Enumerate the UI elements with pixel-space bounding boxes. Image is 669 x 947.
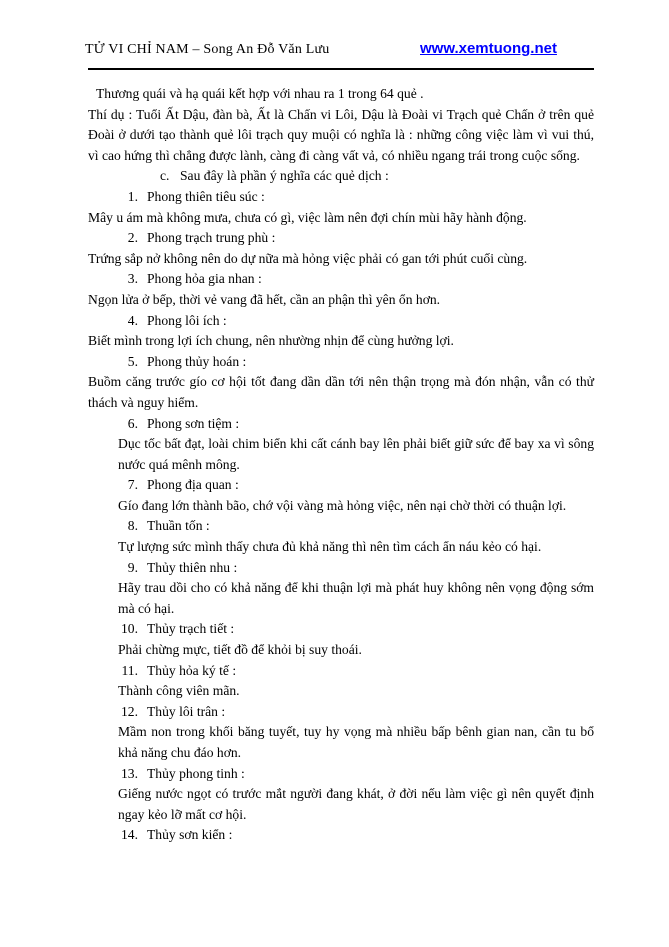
item-description: Giếng nước ngọt có trước mắt người đang khát, ở đời nếu làm việc gì nên quyết định ngay kẻo lỡ mất cơ hội. — [118, 786, 594, 822]
item-number: 3. — [127, 271, 138, 287]
section-heading — [88, 166, 594, 187]
item-title: Thủy lôi trân : — [147, 703, 226, 719]
item-description: Phải chừng mực, tiết đồ để khỏi bị suy thoái. — [118, 642, 362, 658]
list-item — [88, 619, 594, 660]
item-number: 6. — [127, 415, 138, 431]
item-description: Mầm non trong khối băng tuyết, tuy hy vọng mà nhiều bấp bênh gian nan, cần tu bổ khả năng chu đáo hơn. — [118, 724, 594, 760]
item-title: Thủy phong tinh : — [147, 765, 245, 781]
item-description: Dục tốc bất đạt, loài chim biển khi cất cánh bay lên phải biết giữ sức để bay xa vì sông nước quá mênh mông. — [118, 436, 594, 472]
item-number: 11. — [121, 662, 138, 678]
list-item — [88, 825, 594, 846]
document-body — [88, 84, 594, 846]
item-description: Buồm căng trước gío cơ hội tốt đang dần dần tới nên thận trọng mà đón nhận, vẫn có thử thách và nguy hiểm. — [88, 374, 594, 410]
item-description: Thành công viên mãn. — [118, 683, 240, 699]
item-description: Ngọn lửa ở bếp, thời vẻ vang đã hết, cần an phận thì yên ổn hơn. — [88, 291, 441, 307]
section-heading-marker: c. — [160, 168, 170, 184]
item-number: 5. — [127, 353, 138, 369]
item-title-line — [88, 764, 594, 785]
item-title-line — [88, 352, 594, 373]
website-link[interactable]: www.xemtuong.net — [420, 40, 557, 57]
intro-paragraph: Thương quái và hạ quái kết hợp với nhau ra 1 trong 64 quẻ . — [96, 86, 424, 101]
item-number: 13. — [121, 765, 138, 781]
item-title: Phong địa quan : — [147, 477, 239, 493]
list-item — [88, 661, 594, 702]
item-number: 10. — [121, 621, 138, 637]
item-number: 1. — [127, 188, 138, 204]
intro-paragraphs — [88, 84, 594, 166]
item-title-line — [88, 825, 594, 846]
item-title-line — [88, 414, 594, 435]
item-title-line — [88, 269, 594, 290]
page-title: TỬ VI CHỈ NAM – Song An Đỗ Văn Lưu — [85, 42, 330, 57]
list-item — [88, 558, 594, 620]
section-heading-text: Sau đây là phần ý nghĩa các quẻ dịch : — [180, 168, 389, 184]
item-number: 8. — [127, 518, 138, 534]
list-item — [88, 352, 594, 414]
item-number: 12. — [121, 703, 138, 719]
item-description: Hãy trau dồi cho có khả năng để khi thuận lợi mà phát huy không nên vọng động sớm mà có hại. — [118, 580, 594, 616]
item-title-line — [88, 619, 594, 640]
item-title: Phong lôi ích : — [147, 312, 227, 328]
item-title-line — [88, 516, 594, 537]
item-title: Phong thiên tiêu súc : — [147, 188, 265, 204]
item-title: Phong hỏa gia nhan : — [147, 271, 262, 287]
item-number: 14. — [121, 827, 138, 843]
item-description: Mây u ám mà không mưa, chưa có gì, việc làm nên đợi chín mùi hãy hành động. — [88, 209, 527, 225]
item-title: Phong sơn tiệm : — [147, 415, 240, 431]
list-item — [88, 516, 594, 557]
item-title: Phong thủy hoán : — [147, 353, 247, 369]
item-title: Thủy trạch tiết : — [147, 621, 235, 637]
list-item — [88, 187, 594, 228]
item-title-line — [88, 702, 594, 723]
list-item — [88, 475, 594, 516]
item-number: 7. — [127, 477, 138, 493]
item-number: 9. — [127, 559, 138, 575]
item-title-line — [88, 558, 594, 579]
item-title: Thủy hỏa ký tế : — [147, 662, 237, 678]
list-item — [88, 269, 594, 310]
item-title: Thuần tốn : — [147, 518, 210, 534]
header-divider — [88, 68, 594, 70]
item-title: Phong trạch trung phù : — [147, 230, 276, 246]
item-description: Biết mình trong lợi ích chung, nên nhường nhịn để cùng hưởng lợi. — [88, 333, 454, 349]
list-item — [88, 311, 594, 352]
list-item — [88, 228, 594, 269]
item-title-line — [88, 475, 594, 496]
item-description: Gío đang lớn thành bão, chớ vội vàng mà hỏng việc, nên nại chờ thời có thuận lợi. — [118, 497, 567, 513]
item-number: 2. — [127, 230, 138, 246]
item-title-line — [88, 228, 594, 249]
item-description: Trứng sắp nở không nên do dự nữa mà hỏng việc phải có gan tới phút cuối cùng. — [88, 250, 528, 266]
item-title-line — [88, 661, 594, 682]
intro-paragraph: Thí dụ : Tuổi Ất Dậu, đàn bà, Ất là Chấn vi Lôi, Dậu là Đoài vi Trạch quẻ Chấn ở trên quẻ Đoài ở dưới tạo thành quẻ lôi trạch quy muội có nghĩa là : những công việc làm vì vui thú, vì cao hứng thì chẳng được lành, càng đi càng vất vả, có nhiều ngang trái trong cuộc sống. — [88, 106, 594, 163]
hexagram-list — [88, 187, 594, 846]
item-title: Thủy thiên nhu : — [147, 559, 238, 575]
item-title-line — [88, 311, 594, 332]
item-description: Tự lượng sức mình thấy chưa đủ khả năng thì nên tìm cách ẩn náu kẻo có hại. — [118, 539, 542, 555]
item-title-line — [88, 187, 594, 208]
item-number: 4. — [127, 312, 138, 328]
list-item — [88, 414, 594, 476]
list-item — [88, 764, 594, 826]
list-item — [88, 702, 594, 764]
item-title: Thủy sơn kiển : — [147, 827, 233, 843]
